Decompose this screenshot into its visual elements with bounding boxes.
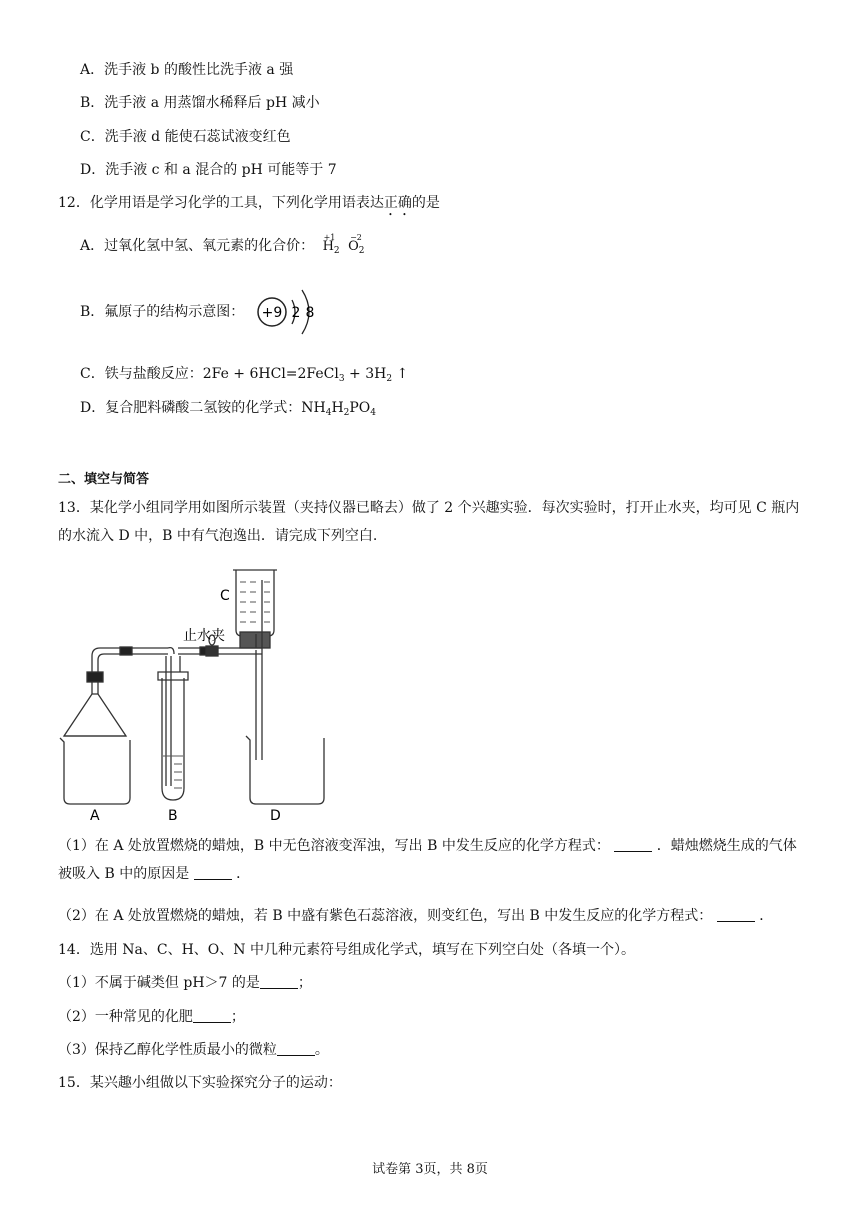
page-footer: 试卷第 3页，共 8页 xyxy=(372,1162,488,1177)
q13-stem: 13．某化学小组同学用如图所示装置（夹持仪器已略去）做了 2 个兴趣实验．每次实验时，打开止水夹，均可见 C 瓶内的水流入 D 中，B 中有气泡逸出．请完成下列空白. xyxy=(58,500,800,544)
q14-sub1 xyxy=(58,973,312,993)
q15-stem: 15．某兴趣小组做以下实验探究分子的运动： xyxy=(58,1075,342,1091)
rubber-joint-1 xyxy=(87,672,103,682)
valence-h-subscript: 2 xyxy=(333,246,340,256)
stopper-c xyxy=(240,632,270,648)
valence-o xyxy=(348,233,365,261)
q12-option-c-sub1: 3 xyxy=(338,374,345,384)
q12-option-c-eq2: + 3H xyxy=(344,366,387,382)
valence-o-value: −2 xyxy=(350,233,362,242)
q12-option-b-label: B．氟原子的结构示意图： xyxy=(80,304,245,320)
section-title: 二、填空与简答 xyxy=(58,472,150,487)
q13-part1-text2: ．蜡烛燃烧生成的气体被吸入 B 中的原因是 xyxy=(58,838,797,882)
label-d: D xyxy=(270,808,281,822)
rubber-joint-2 xyxy=(120,647,132,655)
q14-stem: 14．选用 Na、C、H、O、N 中几种元素符号组成化学式，填写在下列空白处（各填一个）。 xyxy=(58,942,635,958)
q14-sub2-end: ； xyxy=(230,1009,245,1025)
q12-option-c-label: C．铁与盐酸反应： xyxy=(80,366,203,382)
q12-option-c xyxy=(80,364,408,389)
label-b: B xyxy=(168,808,178,822)
liquid-c xyxy=(240,582,270,622)
q14-sub2 xyxy=(58,1007,245,1027)
q11-option-d: D．洗手液 c 和 a 混合的 pH 可能等于 7 xyxy=(80,162,337,178)
q12-option-c-sub2: 2 xyxy=(386,374,393,384)
q12-stem-part2: 的是 xyxy=(411,195,440,211)
valence-h-value: +1 xyxy=(323,233,336,242)
q13-part1 xyxy=(58,832,810,888)
q14-sub3 xyxy=(58,1040,329,1060)
q13-blank-1[interactable] xyxy=(614,837,652,852)
q14-sub1-end: ； xyxy=(297,975,312,991)
nucleus-charge: +9 xyxy=(261,305,283,321)
q14-sub1-text: （1）不属于碱类但 pH＞7 的是 xyxy=(58,975,260,991)
water-clamp xyxy=(206,646,218,656)
apparatus-diagram xyxy=(50,560,350,822)
q12-stem-emphasis: 正确 xyxy=(383,195,412,211)
q12-option-a-label: A．过氧化氢中氢、氧元素的化合价： xyxy=(80,238,315,254)
q12-option-c-eq1: 2Fe + 6HCl=2FeCl xyxy=(202,366,339,382)
gas-arrow: ↑ xyxy=(396,366,409,382)
formula-part-2: H xyxy=(331,400,344,416)
q12-stem xyxy=(58,193,440,219)
q11-option-c: C．洗手液 d 能使石蕊试液变红色 xyxy=(80,129,291,145)
funnel xyxy=(64,694,126,736)
q13-part1-text: （1）在 A 处放置燃烧的蜡烛，B 中无色溶液变浑浊，写出 B 中发生反应的化学方程式： xyxy=(58,838,610,854)
fluorine-atom-diagram xyxy=(252,282,332,342)
valence-h xyxy=(322,233,340,261)
q11-option-b: B．洗手液 a 用蒸馏水稀释后 pH 减小 xyxy=(80,95,320,111)
formula-sub-1: 4 xyxy=(325,408,332,418)
beaker-a xyxy=(60,738,130,804)
q12-option-d xyxy=(80,398,376,423)
q13-blank-3[interactable] xyxy=(717,907,755,922)
formula-part-1: NH xyxy=(301,400,326,416)
q14-blank-3[interactable] xyxy=(277,1041,315,1056)
label-clamp: 止水夹 xyxy=(183,628,225,644)
formula-part-3: PO xyxy=(349,400,371,416)
q14-sub3-text: （3）保持乙醇化学性质最小的微粒 xyxy=(58,1042,277,1058)
q14-blank-2[interactable] xyxy=(193,1008,231,1023)
q14-sub3-end: 。 xyxy=(314,1042,329,1058)
formula-sub-3: 4 xyxy=(370,408,377,418)
q13-part2-text: （2）在 A 处放置燃烧的蜡烛，若 B 中盛有紫色石蕊溶液，则变红色，写出 B 中发生反应的化学方程式： xyxy=(58,908,713,924)
label-c: C xyxy=(220,588,230,604)
test-tube-b xyxy=(162,678,184,800)
shell-2-electrons: 8 xyxy=(305,305,315,321)
q14-sub2-text: （2）一种常见的化肥 xyxy=(58,1009,193,1025)
valence-h-symbol: H xyxy=(322,239,334,254)
valence-o-subscript: 2 xyxy=(358,246,365,256)
beaker-d xyxy=(246,736,324,804)
valence-o-symbol: O xyxy=(348,239,359,254)
q14-blank-1[interactable] xyxy=(260,974,298,989)
q11-option-a: A．洗手液 b 的酸性比洗手液 a 强 xyxy=(80,62,294,78)
shell-1-electrons: 2 xyxy=(291,305,301,321)
label-a: A xyxy=(90,808,100,822)
q13-blank-2[interactable] xyxy=(194,865,232,880)
q13-part1-end: ． xyxy=(236,866,251,882)
q13-part2 xyxy=(58,902,810,930)
q12-stem-part1: 12．化学用语是学习化学的工具，下列化学用语表达 xyxy=(58,195,384,211)
q12-option-a xyxy=(80,233,365,261)
q12-option-d-label: D．复合肥料磷酸二氢铵的化学式： xyxy=(80,400,302,416)
q13-part2-end: ． xyxy=(759,908,774,924)
bottle-c xyxy=(236,570,274,636)
tube-bend-b xyxy=(168,648,174,654)
formula-sub-2: 2 xyxy=(343,408,350,418)
